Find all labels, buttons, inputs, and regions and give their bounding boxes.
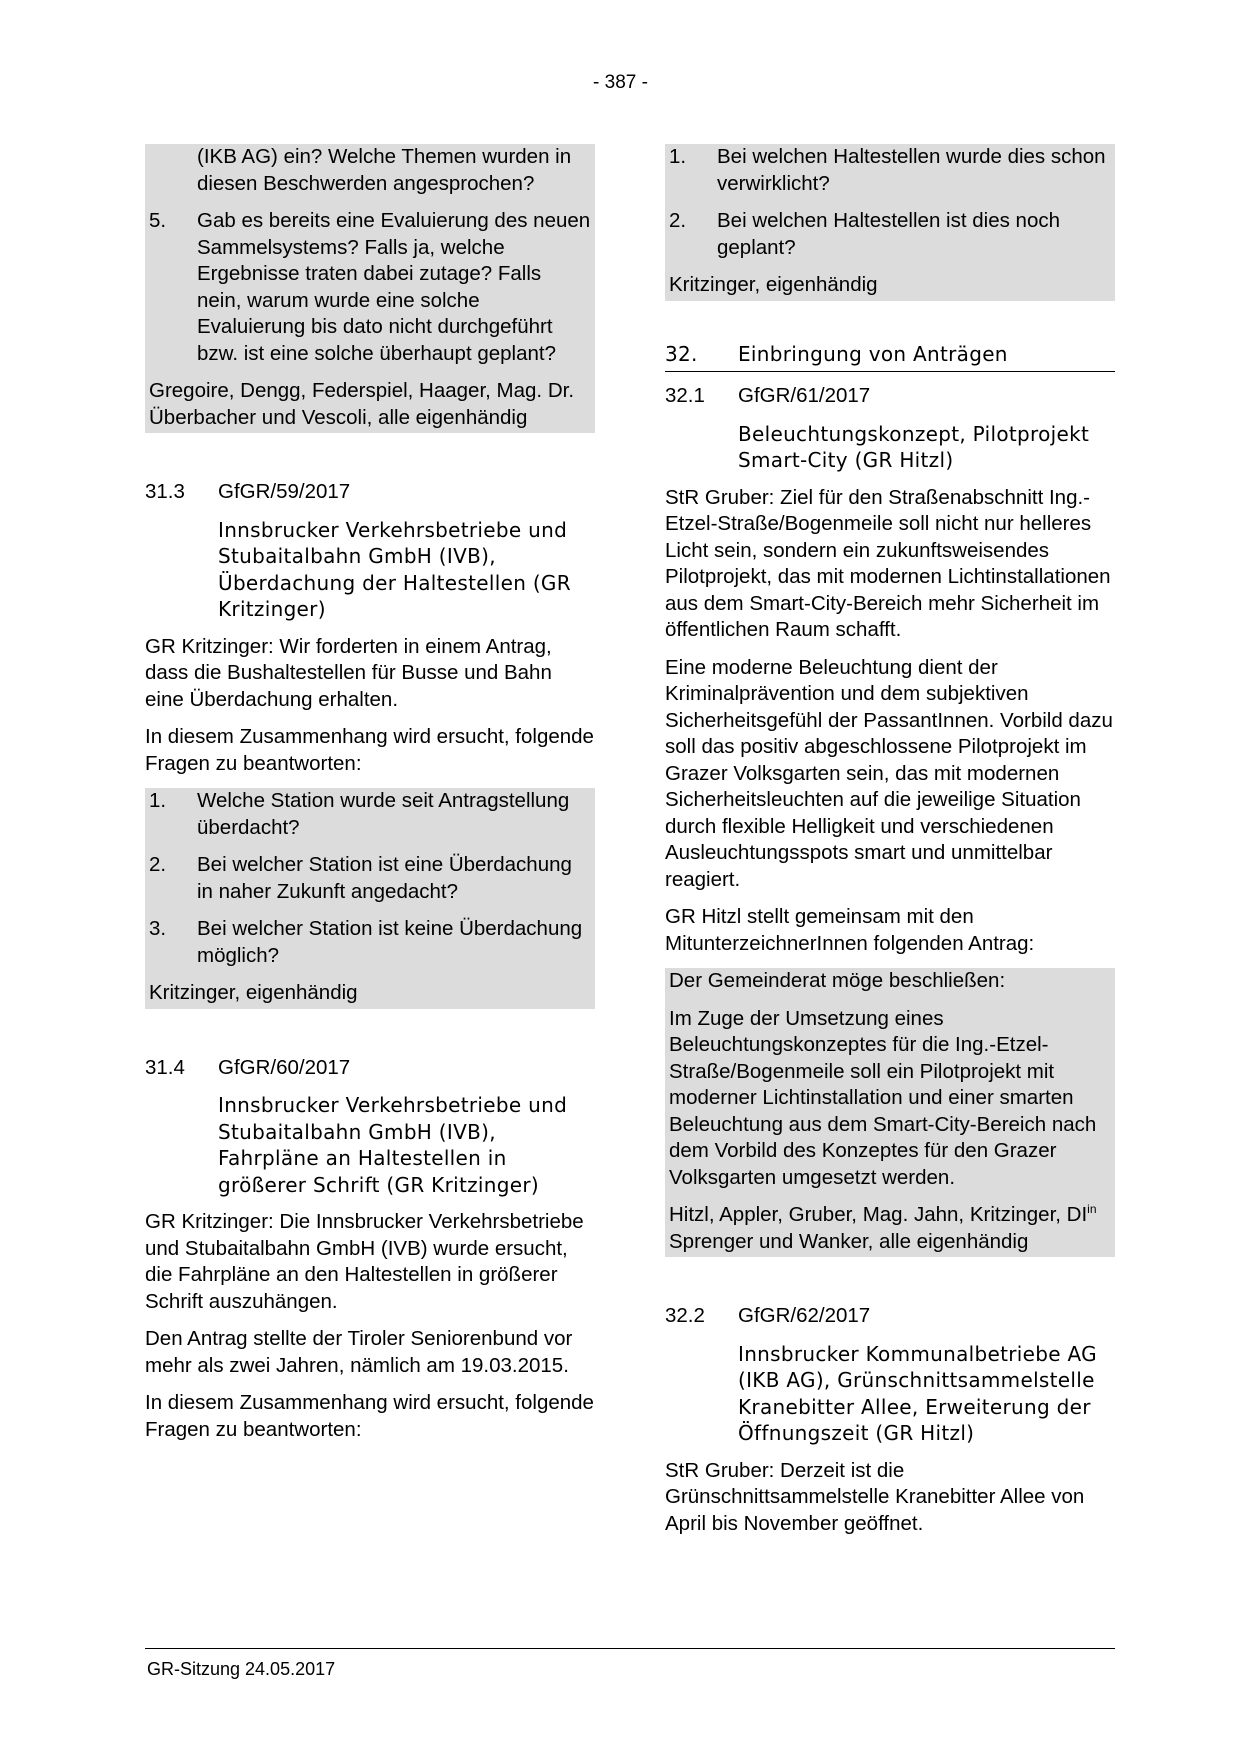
chapter-number: 32.: [665, 341, 698, 366]
question-item: [149, 916, 591, 969]
question-number: 2.: [669, 209, 687, 232]
signatories-superscript: in: [1087, 1202, 1097, 1217]
paragraph: StR Gruber: Derzeit ist die Grünschnittsammelstelle Kranebitter Allee von April bis November geöffnet.: [665, 1458, 1085, 1535]
section-heading-32-2: [665, 1303, 1115, 1330]
section-topic: Innsbrucker Verkehrsbetriebe und Stubaitalbahn GmbH (IVB), Fahrpläne an Haltestellen in größerer Schrift (GR Kritzinger): [218, 1093, 568, 1197]
section-heading-32-1: [665, 383, 1115, 410]
question-text: Welche Station wurde seit Antragstellung überdacht?: [197, 789, 570, 839]
paragraph: In diesem Zusammenhang wird ersucht, folgende Fragen zu beantworten:: [145, 1391, 594, 1441]
motion-block: [665, 968, 1115, 1257]
question-number: 3.: [149, 917, 167, 940]
section-number: 31.4: [145, 1055, 185, 1079]
section-heading-31-4: [145, 1055, 595, 1082]
signatories: Gregoire, Dengg, Federspiel, Haager, Mag. Dr. Überbacher und Vescoli, alle eigenhändig: [149, 379, 575, 429]
motion-intro: Der Gemeinderat möge beschließen:: [669, 969, 1006, 992]
question-number: 1.: [149, 789, 167, 812]
signatories: [669, 1202, 1111, 1257]
question-item: [669, 144, 1111, 197]
signatories: Kritzinger, eigenhändig: [669, 273, 878, 296]
motion-text: Im Zuge der Umsetzung eines Beleuchtungskonzeptes für die Ing.-Etzel-Straße/Bogenmeile soll ein Pilotprojekt mit moderner Lichtinstallation und einer smarten Beleuchtung aus dem Smart-City-Bereich nach dem Vorbild des Konzeptes für den Grazer Volksgarten umgesetzt werden.: [669, 1006, 1097, 1189]
question-block: [145, 788, 595, 1009]
section-topic: Beleuchtungskonzept, Pilotprojekt Smart-City (GR Hitzl): [738, 421, 1090, 472]
paragraph: GR Kritzinger: Wir forderten in einem Antrag, dass die Bushaltestellen für Busse und Bahn eine Überdachung erhalten.: [145, 634, 552, 711]
section-topic: Innsbrucker Verkehrsbetriebe und Stubaitalbahn GmbH (IVB), Überdachung der Haltestellen (GR Kritzinger): [218, 517, 571, 621]
question-item: [669, 208, 1111, 261]
section-id: GfGR/59/2017: [218, 480, 351, 503]
question-text: Bei welchen Haltestellen ist dies noch geplant?: [717, 209, 1060, 259]
question-text: Bei welcher Station ist keine Überdachung möglich?: [197, 917, 583, 967]
question-item: [149, 852, 591, 905]
footer-text: GR-Sitzung 24.05.2017: [147, 1659, 336, 1679]
section-number: 31.3: [145, 480, 185, 503]
question-number: 2.: [149, 853, 167, 876]
section-id: GfGR/60/2017: [218, 1055, 351, 1079]
paragraph: In diesem Zusammenhang wird ersucht, folgende Fragen zu beantworten:: [145, 725, 594, 775]
paragraph: StR Gruber: Ziel für den Straßenabschnitt Ing.-Etzel-Straße/Bogenmeile soll nicht nur helleres Licht sein, sondern ein zukunftsweisendes Pilotprojekt, das mit modernen Lichtinstallationen aus dem Smart-City-Bereich mehr Sicherheit im öffentlichen Raum schafft.: [665, 485, 1111, 641]
paragraph: GR Hitzl stellt gemeinsam mit den MitunterzeichnerInnen folgenden Antrag:: [665, 905, 1035, 955]
section-number: 32.2: [665, 1304, 705, 1327]
signatories: Kritzinger, eigenhändig: [149, 981, 358, 1004]
question-item: [149, 208, 591, 367]
paragraph: GR Kritzinger: Die Innsbrucker Verkehrsbetriebe und Stubaitalbahn GmbH (IVB) wurde ersucht, die Fahrpläne an den Haltestellen in größerer Schrift auszuhängen.: [145, 1210, 584, 1313]
footer-divider: [145, 1648, 1115, 1649]
signatories-part-a: Hitzl, Appler, Gruber, Mag. Jahn, Kritzinger, DI: [669, 1203, 1088, 1226]
page-number: - 387 -: [593, 72, 648, 93]
question-text: Bei welchen Haltestellen wurde dies schon verwirklicht?: [717, 145, 1106, 195]
chapter-heading-32: [665, 341, 1115, 373]
section-id: GfGR/62/2017: [738, 1304, 871, 1327]
signatories-part-b: Sprenger und Wanker, alle eigenhändig: [669, 1229, 1029, 1253]
question-block-continued: [665, 144, 1115, 301]
section-id: GfGR/61/2017: [738, 384, 871, 407]
question-number: 5.: [149, 209, 167, 232]
section-topic: Innsbrucker Kommunalbetriebe AG (IKB AG), Grünschnittsammelstelle Kranebitter Allee, Erweiterung der Öffnungszeit (GR Hitzl): [738, 1341, 1097, 1445]
question-continuation: (IKB AG) ein? Welche Themen wurden in diesen Beschwerden angesprochen?: [197, 145, 572, 195]
paragraph: Eine moderne Beleuchtung dient der Kriminalprävention und dem subjektiven Sicherheitsgefühl der PassantInnen. Vorbild dazu soll das positiv abgeschlossene Pilotprojekt im Grazer Volksgarten sein, das mit modernen Sicherheitsleuchten auf die jeweilige Situation durch flexible Helligkeit und verschiedenen Ausleuchtungsspots smart und unmittelbar reagiert.: [665, 655, 1113, 891]
question-block-continued: [145, 144, 595, 433]
section-heading-31-3: [145, 479, 595, 506]
question-number: 1.: [669, 145, 687, 168]
section-number: 32.1: [665, 384, 705, 407]
chapter-title: Einbringung von Anträgen: [738, 341, 1008, 366]
paragraph: Den Antrag stellte der Tiroler Seniorenbund vor mehr als zwei Jahren, nämlich am 19.03.2015.: [145, 1327, 573, 1377]
question-item: [149, 788, 591, 841]
left-column: [145, 147, 595, 1454]
question-text: Gab es bereits eine Evaluierung des neuen Sammelsystems? Falls ja, welche Ergebnisse traten dabei zutage? Falls nein, warum wurde eine solche Evaluierung bis dato nicht durchgeführt bzw. ist eine solche überhaupt geplant?: [197, 209, 591, 365]
right-column: [665, 147, 1115, 1548]
question-text: Bei welcher Station ist eine Überdachung in naher Zukunft angedacht?: [197, 853, 572, 903]
